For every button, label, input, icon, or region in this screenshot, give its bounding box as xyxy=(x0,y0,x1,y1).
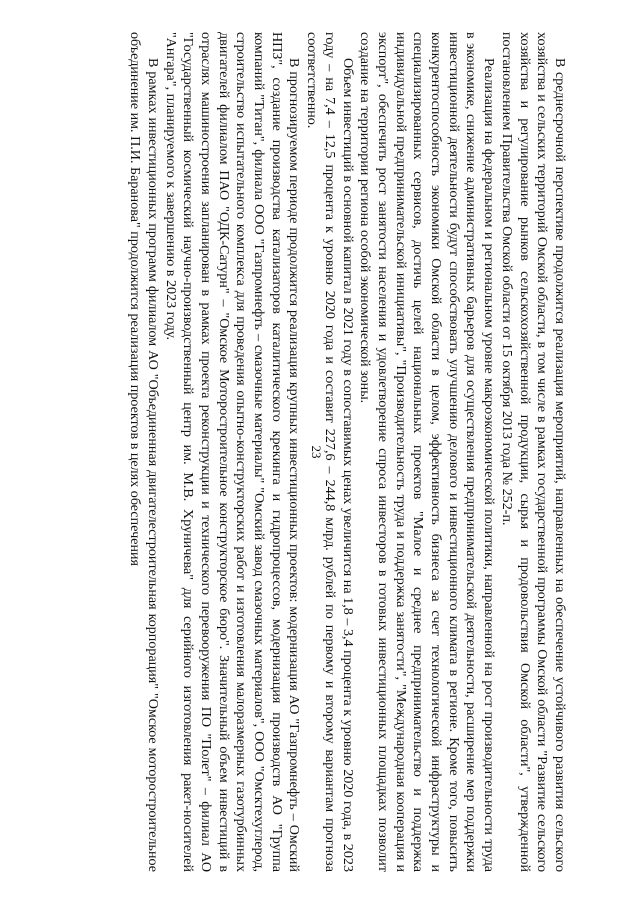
rotated-page-content xyxy=(72,32,568,872)
paragraph-investment-programs: В рамках инвестиционных программ филиалом АО "Объединенная двигателестроительная корпорация" "Омское моторостроительное объединение им. П.И. Баранова" продолжится реализация проектов в целях обеспечения xyxy=(127,32,161,872)
paragraph-agriculture: В среднесрочной перспективе продолжится реализация мероприятий, направленных на обеспечение устойчивого развития сельского хозяйства и сельских территорий Омской области, в том числе в рамках государственной программы Омской области "Развитие сельского хозяйства и регулирование рынков сельскохозяйственной продукции, сырья и продовольствия Омской области", утвержденной постановлением Правительства Омской области от 15 октября 2013 года № 252-п. xyxy=(498,32,568,872)
paragraph-investment-projects: В прогнозируемом периоде продолжится реализация крупных инвестиционных проектов: модернизация АО "Газпромнефть – Омский НПЗ", создание производства катализаторов каталитического крекинга и гидропроцессов, модернизация производств АО "Группа компаний "Титан", филиала ООО "Газпромнефть – смазочные материалы" "Омский завод смазочных материалов", ООО "Омсктехуглерод, строительство испытательного комплекса для проведения опытно-конструкторских работ и изготовления малоразмерных газотурбинных двигателей филиалом ПАО "ОДК-Сатурн" – "Омское Моторостроительное конструкторское бюро". Значительный объем инвестиций в отраслях машиностроения запланирован в рамках проекта реконструкции и технического перевооружения ПО "Полет" – филиал АО "Государственный космический научно-производственный центр им. М.В. Хруничева" для серийного изготовления ракет-носителей "Ангара", планируемого к завершению в 2023 году. xyxy=(162,32,303,872)
paragraph-investment-volume: Объем инвестиций в основной капитал в 2021 году в сопоставимых ценах увеличится на 1,8 – 3,4 процента к уровню 2020 года, в 2023 году – на 7,4 – 12,5 процента к уровню 2020 года и составит 227,6 – 244,8 млрд. рублей по первому и второму вариантам прогноза соответственно. xyxy=(304,32,356,872)
document-body xyxy=(125,32,568,872)
page-number: 23 xyxy=(309,445,324,459)
paragraph-investment-climate: Реализация на федеральном и региональном уровне макроэкономической политики, направленной на рост производительности труда в экономике, снижение административных барьеров для осуществления предпринимательской деятельности, расширение мер поддержки инвестиционной деятельности будут способствовать улучшению делового и инвестиционного климата в регионе. Кроме того, повысить конкурентоспособность экономики Омской области в целом, эффективность бизнеса за счет технологической инфраструктуры и специализированных сервисов, достичь целей национальных проектов "Малое и среднее предпринимательство и поддержка индивидуальной предпринимательской инициативы", "Производительность труда и поддержка занятости", "Международная кооперация и экспорт", обеспечить рост занятости населения и удовлетворение спроса инвесторов в готовых инвестиционных площадках позволит создание на территории региона особой экономической зоны. xyxy=(357,32,498,872)
